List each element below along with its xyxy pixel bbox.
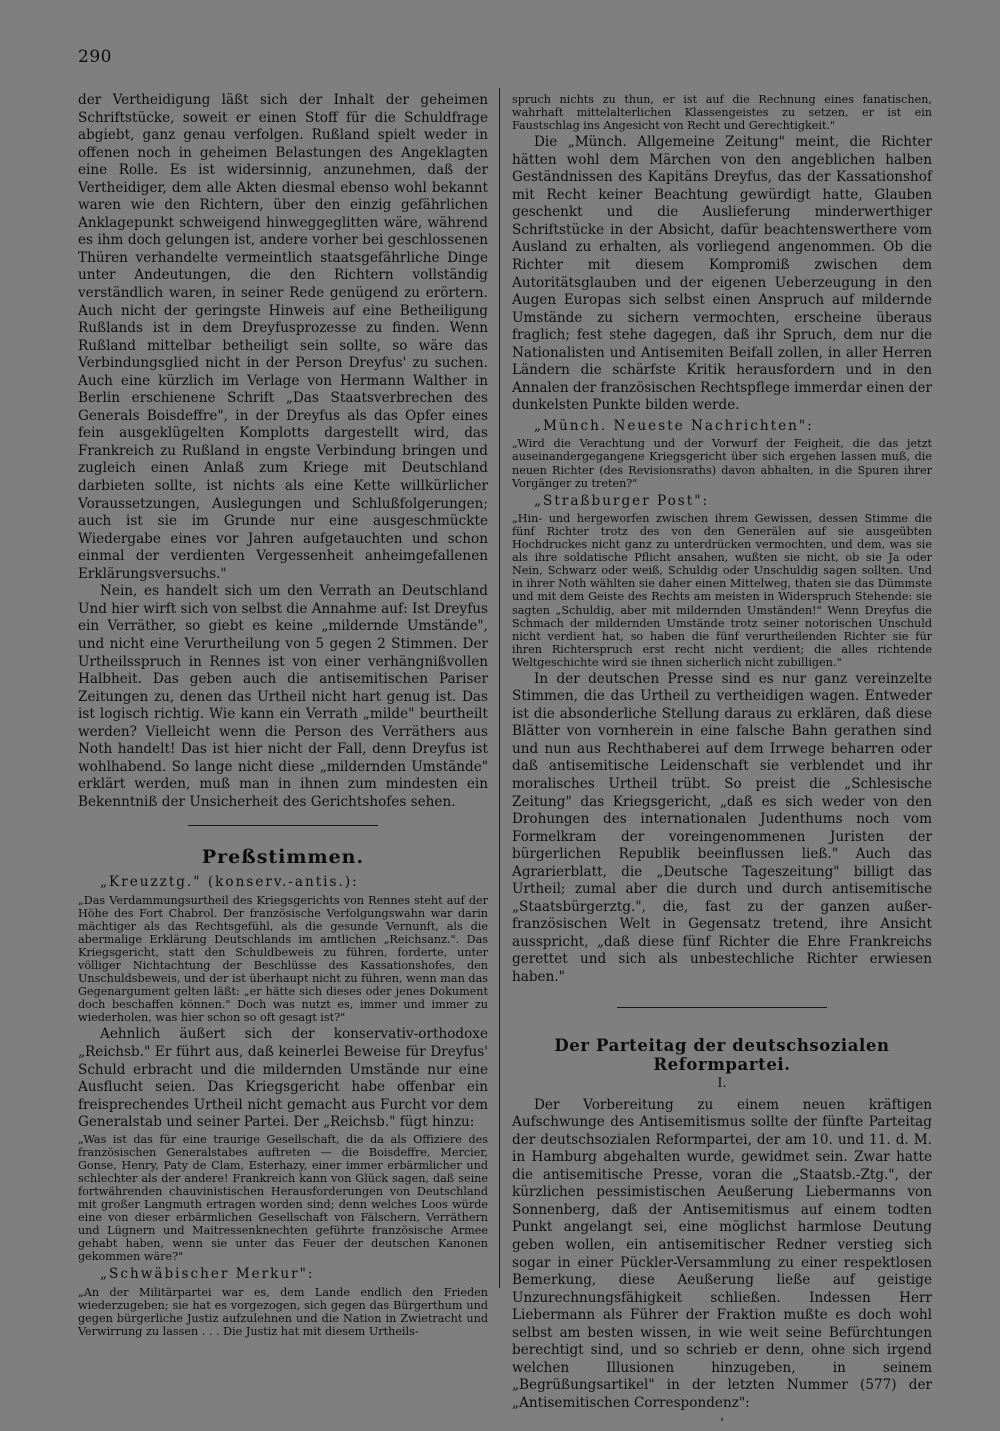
article-paragraph: Nein, es handelt sich um den Verrath an Deutschland Und hier wirft sich von selbst die Annahme auf: Ist Dreyfus ein Verräther, so giebt es keine „mildernde Umstände", und nicht eine Verurtheilung von 5 gegen 2 Stimmen. Der Urtheilsspruch in Rennes ist von einer verhängnißvollen Halbheit. Das geben auch die antisemitischen Pariser Zeitungen zu, denen das Urtheil nicht hart genug ist. Das ist logisch richtig. Wie kann ein Verrath „milde" beurtheilt werden? Vielleicht wenn die Person des Verräthers aus Noth handelt! Das ist hier nicht der Fall, denn Dreyfus ist wohlhabend. So lange nicht diese „mildernden Umstände" erklärt werden, muß man in ihnen zum mindesten ein Bekenntniß der Unsicherheit des Gerichtshofes sehen. <box>78 583 488 810</box>
section-number: I. <box>717 1075 727 1091</box>
press-quote: „Das Verdammungsurtheil des Kriegsgerichts von Rennes steht auf der Höhe des Fort Chabrol. Der französische Verfolgungswahn war darin mächtiger als das Rechtsgefühl, als die gesunde Vernunft, als die abermalige Erklärung Deutschlands im amtlichen „Reichsanz.". Das Kriegsgericht, statt den Schuldbeweis zu führen, forderte, unter völliger Nichtachtung der Beschlüsse des Kassationshofes, den Unschuldsbeweis, und der ist überhaupt nicht zu führen, wenn man das Gegenargument gelten läßt: „er hätte sich dieses oder jenes Dokument doch beschaffen können." Doch was nutzt es, immer und immer zu wiederholen, was hier schon so oft gesagt ist?" <box>78 893 488 1025</box>
article-paragraph: Aehnlich äußert sich der konservativ-orthodoxe „Reichsb." Er führt aus, daß keinerlei Beweise für Dreyfus' Schuld erbracht und die mildernden Umstände nur eine Ausflucht seien. Das Kriegsgericht habe offenbar ein freisprechendes Urtheil nicht gemacht aus Furcht vor dem Generalstab und seiner Partei. Der „Reichsb." fügt hinzu: <box>78 1026 488 1131</box>
press-quote: spruch nichts zu thun, er ist auf die Rechnung eines fanatischen, wahrhaft mittelalterlichen Klassengeistes zu setzen, er ist ein Faustschlag ins Angesicht von Recht und Gerechtigkeit." <box>512 93 932 133</box>
quote-source-heading: „Münch. Neueste Nachrichten": <box>534 417 814 434</box>
section-title-pressestimmen: Preßstimmen. <box>201 846 365 869</box>
article-paragraph: Der Vorbereitung zu einem neuen kräftigen Aufschwunge des Antisemitismus sollte der fünfte Parteitag der deutschsozialen Reformpartei, der am 10. und 11. d. M. in Hamburg abgehalten wurde, gewidmet sein. Zwar hatte die antisemitische Presse, voran die „Staatsb.-Ztg.", der kürzlichen pessimistischen Aeußerung Liebermanns von Sonnenberg, daß der Antisemitismus auf einem todten Punkt angelangt sei, eine möglichst harmlose Deutung geben wollen, ein antisemitischer Redner verstieg sich sogar in einer Pückler-Versammlung zu einer respektlosen Bemerkung, diese Aeußerung ließe auf geistige Unzurechnungsfähigkeit schließen. Indessen Herr Liebermann als Führer der Fraktion mußte es doch wohl selbst am besten wissen, in wie weit seine Befürchtungen berechtigt sind, und so schrieb er denn, ohne sich irgend welchen Illusionen hinzugeben, in seinem „Begrüßungsartikel" in der letzten Nummer (577) der „Antisemitischen Correspondenz": <box>512 1096 932 1411</box>
press-quote: „Wird die Verachtung und der Vorwurf der Feigheit, die das jetzt auseinandergegangene Kriegsgericht über sich ergehen lassen muß, die neuen Richter (des Revisionsraths) davon abhalten, in die Spuren ihrer Vorgänger zu treten?" <box>512 437 932 490</box>
end-mark: ' <box>720 1416 724 1431</box>
article-paragraph: In der deutschen Presse sind es nur ganz vereinzelte Stimmen, die das Urtheil zu vertheidigen wagen. Entweder ist die absonderliche Stellung daraus zu erklären, daß diese Blätter von vornherein in eine falsche Bahn gerathen sind und nun aus Rechthaberei auf dem Irrwege beharren oder daß antisemitische Leidenschaft sie verblendet und ihr moralisches Urtheil trübt. So preist die „Schlesische Zeitung" das Kriegsgericht, „daß es sich weder von den Drohungen des internationalen Judenthums noch vom Formelkram der voreingenommenen Juristen der bürgerlichen Republik beeinflussen ließ." Auch das Agrarierblatt, die „Deutsche Tageszeitung" billigt das Urtheil; zumal aber die durch und durch antisemitische „Staatsbürgerztg.", die, fast zu der ganzen außer-französischen Welt in Gegensatz tretend, ihre Ansicht ausspricht, „daß diese fünf Richter die Ehre Frankreichs gerettet und sich als unbestechliche Richter erwiesen haben." <box>512 670 932 986</box>
quote-source-heading: „Straßburger Post": <box>534 492 710 509</box>
press-quote: „An der Militärpartei war es, dem Lande endlich den Frieden wiederzugeben; sie hat es vorgezogen, sich gegen das Bürgerthum und gegen bürgerliche Justiz aufzulehnen und die Nation in Zwietracht und Verwirrung zu lassen . . . Die Justiz hat mit diesem Urtheils- <box>78 1285 488 1338</box>
left-column <box>78 92 488 1338</box>
article-paragraph: der Vertheidigung läßt sich der Inhalt der geheimen Schriftstücke, soweit er einen Stoff für die Schuldfrage abgiebt, ganz genau verfolgen. Rußland spielt weder in offenen noch in geheimen Belastungen des Angeklagten eine Rolle. Es ist widersinnig, anzunehmen, daß der Vertheidiger, dem alle Akten diesmal ebenso wohl bekannt waren wie den Richtern, über den einzig gefährlichen Anklagepunkt schweigend hinweggeglitten wäre, während es ihm doch gelungen ist, andere vorher bei geschlossenen Thüren verhandelte vermeintlich staatsgefährliche Dinge unter Andeutungen, die den Richtern vollständig verständlich waren, in seiner Rede genügend zu erörtern. Auch nicht der geringste Hinweis auf eine Betheiligung Rußlands ist in dem Dreyfusprozesse zu finden. Wenn Rußland mittelbar betheiligt sein sollte, so wäre das Verbindungsglied nicht in der Person Dreyfus' zu suchen. Auch eine kürzlich im Verlage von Hermann Walther in Berlin erschienene Schrift „Das Staatsverbrechen des Generals Boisdeffre", in der Dreyfus als das Opfer eines fein ausgeklügelten Komplotts dargestellt wird, das Frankreich zu Rußland in engste Verbindung bringen und zugleich einen Anlaß zum Kriege mit Deutschland darbieten sollte, ist nichts als eine Kette willkürlicher Voraussetzungen, Auslegungen und Schlußfolgerungen; auch ist sie im Grunde nur eine ausgeschmückte Wiedergabe eines vor Jahren aufgetauchten und schon einmal der verdienten Vergessenheit anheimgefallenen Erklärungsversuchs." <box>78 92 488 582</box>
right-column <box>512 92 932 1431</box>
section-divider <box>617 1007 827 1008</box>
section-divider <box>188 825 378 826</box>
section-title-parteitag: Der Parteitag der deutschsozialen Reformpartei. <box>554 1035 890 1074</box>
press-quote: „Hin- und hergeworfen zwischen ihrem Gewissen, dessen Stimme die fünf Richter trotz des von den Generälen auf sie ausgeübten Hochdruckes nicht ganz zu unterdrücken vermochten, und dem, was sie als ihre soldatische Pflicht ansahen, wußten sie nicht, ob sie Ja oder Nein, Schwarz oder weiß, Schuldig oder Unschuldig sagen sollten. Und in ihrer Noth wählten sie daher einen Mittelweg, thaten sie das Dümmste und mit dem Geiste des Rechts am meisten in Widerspruch Stehende: sie sagten „Schuldig, aber mit mildernden Umständen!" Wenn Dreyfus die Schmach der mildernden Umstände trotz seiner notorischen Unschuld nicht verdient hat, so haben die fünf verurtheilenden Richter sie für ihren Richterspruch erst recht nicht verdient; die alles richtende Weltgeschichte wird sie ihnen sicherlich nicht zubilligen." <box>512 512 932 669</box>
press-quote: „Was ist das für eine traurige Gesellschaft, die da als Offiziere des französischen Generalstabes auftreten — die Boisdeffre, Mercier, Gonse, Henry, Paty de Clam, Esterhazy, einer immer erbärmlicher und schlechter als der andere! Frankreich kann von Glück sagen, daß seine fortwährenden chauvinistischen Herausforderungen von Deutschland mit großer Langmuth ertragen worden sind; denn welches Loos würde eine von dieser erbärmlichen Gesellschaft von Fälschern, Verräthern und Lügnern und Maitressenknechten geführte französische Armee gehabt haben, wenn sie unter das Feuer der deutschen Kanonen gekommen wäre?" <box>78 1132 488 1264</box>
quote-source-heading: „Kreuzztg." (konserv.-antis.): <box>100 874 359 891</box>
column-separator <box>499 88 500 1288</box>
page-number: 290 <box>78 47 112 67</box>
article-paragraph: Die „Münch. Allgemeine Zeitung" meint, die Richter hätten wohl dem Märchen von den angeblichen halben Geständnissen des Kapitäns Dreyfus, das der Kassationshof mit Recht keiner Beachtung gewürdigt hatte, Glauben geschenkt und die Auslieferung minderwerthiger Schriftstücke in der Absicht, dafür beachtenswerthere vom Ausland zu erhalten, als vorliegend angenommen. Ob die Richter mit diesem Kompromiß zwischen dem Autoritätsglauben und der eigenen Ueberzeugung in den Augen Europas sich selbst einen Anspruch auf mildernde Umstände zu sichern vermochten, erscheine überaus fraglich; fest stehe dagegen, daß ihr Spruch, dem nur die Nationalisten und Antisemiten Beifall zollen, in aller Herren Ländern die schärfste Kritik herausfordern und in den Annalen der französischen Rechtspflege immerdar einen der dunkelsten Punkte bilden werde. <box>512 134 932 414</box>
quote-source-heading: „Schwäbischer Merkur": <box>100 1266 315 1283</box>
